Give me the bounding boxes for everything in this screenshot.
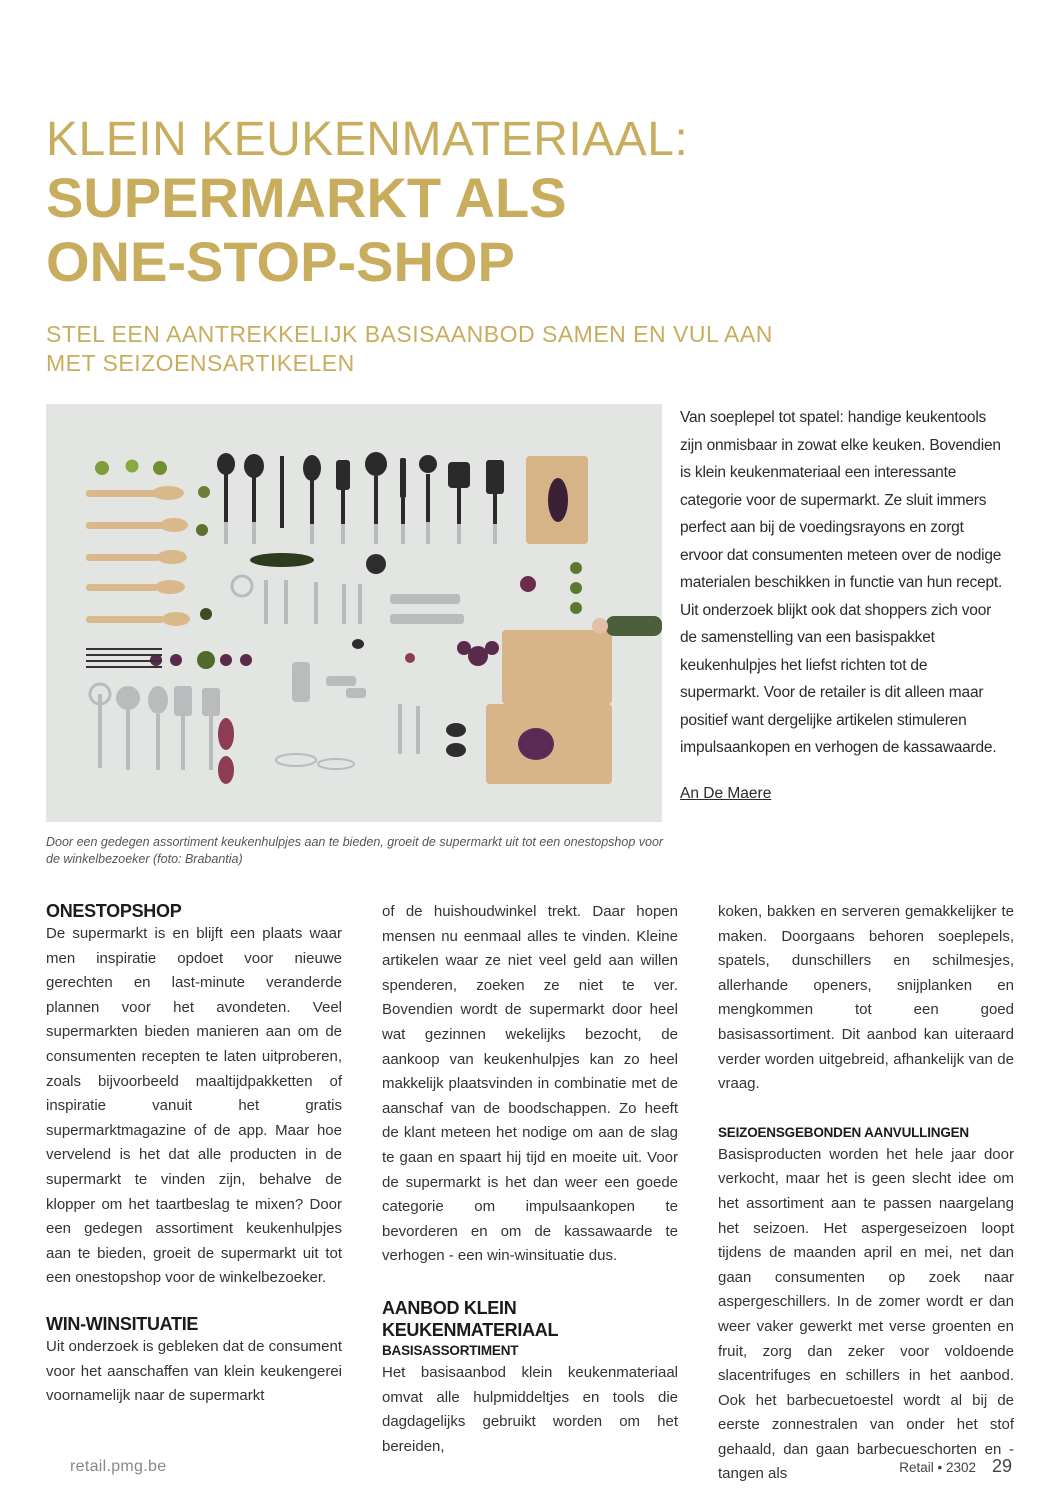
footer-website-url: retail.pmg.be <box>70 1458 167 1475</box>
subheading-seizoensgebonden: SEIZOENSGEBONDEN AANVULLINGEN <box>718 1124 969 1140</box>
section-body-winwin-b: of de huishoudwinkel trekt. Daar hopen mensen nu eenmaal alles te vinden. Kleine artikelen waar ze niet veel geld aan willen spenderen, zoeken ze niet te ver. Bovendien wordt de supermarkt door heel wat gezinnen wekelijks bezocht, de aankoop van keukenhulpjes kan zo heel makkelijk plaatsvinden in combinatie met de aanschaf van de boodschappen. Zo heeft de klant meteen het nodige om aan de slag te gaan en spaart hij tijd en moeite uit. Voor de supermarkt is het dan weer een goede categorie om impulsaankopen te bevorderen en om de kassawaarde te verhogen - een win-winsituatie dus. <box>382 903 678 1265</box>
footer-page-number: 29 <box>991 1456 1012 1476</box>
photo-caption: Door een gedegen assortiment keukenhulpjes aan te bieden, groeit de supermarkt uit tot een onestopshop voor de winkelbezoeker (foto: Brabantia) <box>46 835 664 866</box>
article-column-1 <box>46 900 342 1409</box>
section-heading-aanbod-line-1: AANBOD KLEIN <box>382 1297 517 1318</box>
section-body-winwin-a: Uit onderzoek is gebleken dat de consument voor het aanschaffen van klein keukengerei voornamelijk naar de supermarkt <box>46 1337 343 1405</box>
subheading-basisassortiment: BASISASSORTIMENT <box>382 1342 519 1358</box>
section-body-onestopshop: De supermarkt is en blijft een plaats waar men inspiratie opdoet voor nieuwe gerechten en last-minute veranderde plannen voor het avondeten. Veel supermarkten bieden manieren aan om de consumenten recepten te laten uitproberen, zoals bijvoorbeeld maaltijdpakketten of inspiratie vanuit het gratis supermarktmagazine of de app. Maar hoe vervelend is het dat alle producten in de supermarkt te vinden zijn, behalve de klopper om het taartbeslag te mixen? Door een gedegen assortiment keukenhulpjes aan te bieden, groeit de supermarkt uit tot een onestopshop voor de winkelbezoeker. <box>46 925 342 1287</box>
kitchen-tools-illustration <box>46 404 662 822</box>
subheadline <box>46 320 776 378</box>
headline-line-3: ONE-STOP-SHOP <box>46 230 515 293</box>
section-heading-onestopshop: ONESTOPSHOP <box>46 901 182 921</box>
section-heading-winwin: WIN-WINSITUATIE <box>46 1313 199 1334</box>
kitchen-tools-photo <box>46 404 662 822</box>
subhead-line-1: STEL EEN AANTREKKELIJK BASISAANBOD SAMEN EN VUL AAN <box>46 321 773 347</box>
intro-paragraph: Van soeplepel tot spatel: handige keukentools zijn onmisbaar in zowat elke keuken. Bovendien is klein keukenmateriaal een interessante categorie voor de supermarkt. Ze sluit immers perfect aan bij de voedingsrayons en zorgt ervoor dat consumenten meteen over de nodige materialen beschikken in functie van hun recept. Uit onderzoek blijkt ook dat shoppers zich voor de samenstelling van een basispakket keukenhulpjes het liefst richten tot de supermarkt. Voor de retailer is dit alleen maar positief want dergelijke artikelen stimuleren impulsaankopen en verhogen de kassawaarde. <box>680 409 1003 756</box>
section-heading-aanbod-line-2: KEUKENMATERIAAL <box>382 1319 559 1340</box>
footer-issue-label: Retail • 2302 <box>899 1460 976 1475</box>
headline-line-2: SUPERMARKT ALS <box>46 166 567 229</box>
section-body-seizoen: Basisproducten worden het hele jaar door verkocht, maar het is geen slecht idee om het assortiment aan te passen naargelang het seizoen. Het aspergeseizoen loopt tijdens de maanden april en mei, net dan gaan consumenten op zoek naar aspergeschillers. In de zomer wordt er dan weer vaker gewerkt met verse groenten en fruit, zorg dan zeker voor voldoende slacentrifuges en schillers in het aanbod. Ook het barbecuetoestel wordt al bij de eerste zonnestralen van onder het stof gehaald, dan gaan barbecueschorten en -tangen als <box>718 1145 1014 1483</box>
article-column-2 <box>382 900 678 1459</box>
section-body-aanbod-a: Het basisaanbod klein keukenmateriaal omvat alle hulpmiddeltjes en tools die dagdagelijks gebruikt worden om het bereiden, <box>382 1363 678 1455</box>
subhead-line-2: MET SEIZOENSARTIKELEN <box>46 350 355 376</box>
headline-main <box>46 166 1006 294</box>
headline-line-1: KLEIN KEUKENMATERIAAL: <box>46 113 689 166</box>
section-body-aanbod-b: koken, bakken en serveren gemakkelijker te maken. Doorgaans behoren soeplepels, spatels, dunschillers en schilmesjes, allerhande openers, snijplanken en mengkommen tot een goed basisassortiment. Dit aanbod kan uiteraard verder worden uitgebreid, afhankelijk van de vraag. <box>718 903 1014 1093</box>
author-name: An De Maere <box>680 785 772 802</box>
article-column-3 <box>718 900 1014 1487</box>
